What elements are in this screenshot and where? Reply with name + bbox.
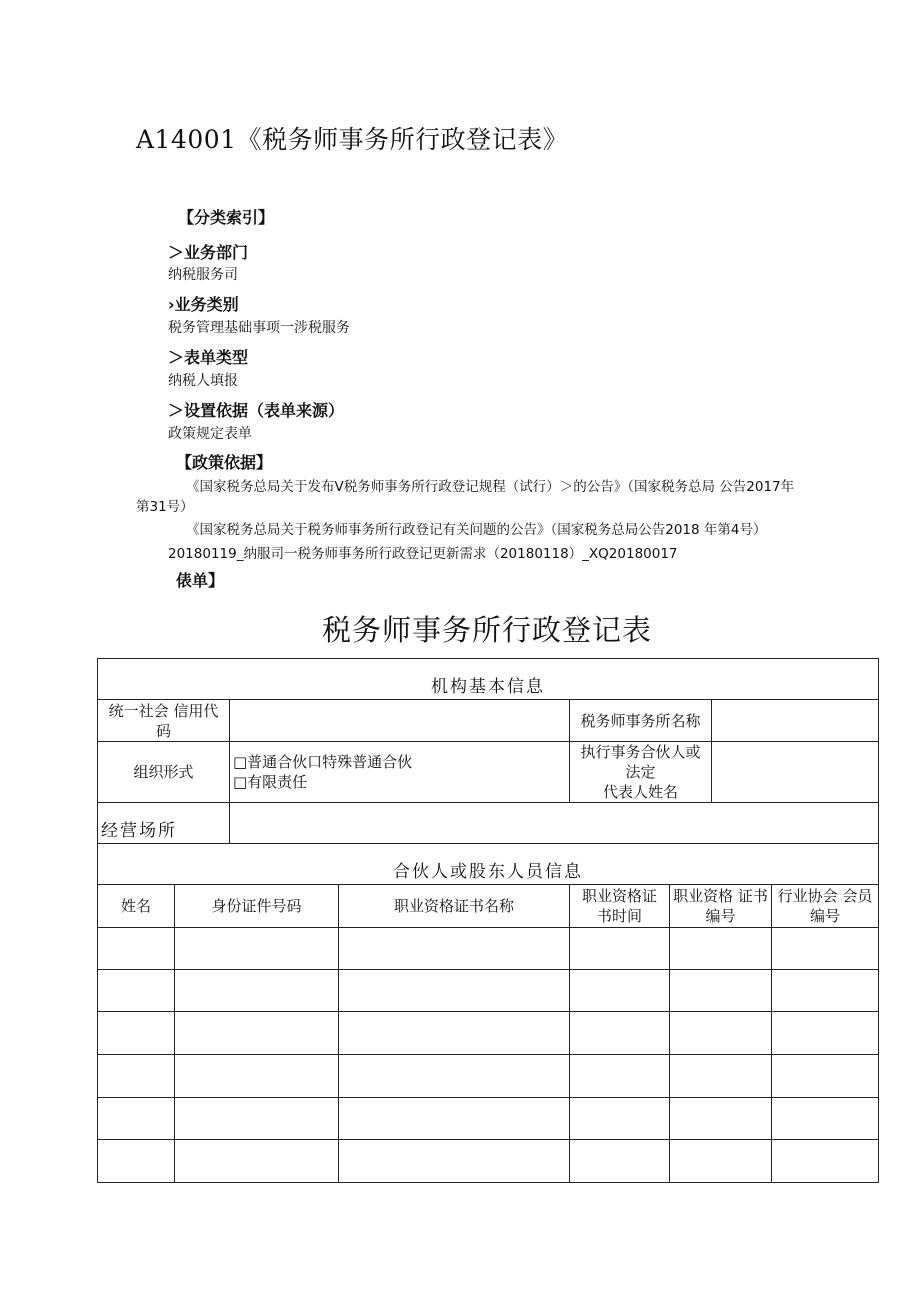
cell[interactable] xyxy=(670,1012,772,1055)
cell[interactable] xyxy=(339,1098,570,1140)
column-header-cert-number: 职业资格 证书 编号 xyxy=(670,885,772,928)
document-code-title: A14001《税务师事务所行政登记表》 xyxy=(136,125,569,154)
business-department-value: 纳税服务司 xyxy=(168,267,238,283)
cell[interactable] xyxy=(175,1140,339,1183)
business-category-value: 税务管理基础事项一涉税服务 xyxy=(168,320,350,336)
cell[interactable] xyxy=(339,1012,570,1055)
business-department-label: ＞业务部门 xyxy=(168,243,249,262)
premises-field[interactable] xyxy=(230,803,879,844)
policy-line: 第31号） xyxy=(136,499,194,515)
policy-line: 《国家税务总局关于税务师事务所行政登记有关问题的公告》（国家税务总局公告2018 年第4号） xyxy=(186,522,767,538)
section-partner-info: 合伙人或股东人员信息 xyxy=(98,844,879,885)
cell[interactable] xyxy=(98,1012,175,1055)
cell[interactable] xyxy=(772,1012,879,1055)
org-form-options[interactable] xyxy=(230,742,570,803)
partner-name-label: 执行事务合伙人或 法定 代表人姓名 xyxy=(570,742,712,803)
cell[interactable] xyxy=(570,970,670,1012)
cell[interactable] xyxy=(570,1098,670,1140)
cell[interactable] xyxy=(670,1140,772,1183)
cell[interactable] xyxy=(772,928,879,970)
cell[interactable] xyxy=(98,1055,175,1098)
form-type-label: ＞表单类型 xyxy=(168,348,249,367)
cell[interactable] xyxy=(670,928,772,970)
registration-table xyxy=(97,658,879,1183)
cell[interactable] xyxy=(98,1098,175,1140)
form-section-header: 俵单】 xyxy=(176,571,225,590)
column-header-id-number: 身份证件号码 xyxy=(175,885,339,928)
table-row xyxy=(98,928,879,970)
column-header-cert-name: 职业资格证书名称 xyxy=(339,885,570,928)
cell[interactable] xyxy=(175,1098,339,1140)
firm-name-field[interactable] xyxy=(712,700,879,742)
business-category-label: ›业务类别 xyxy=(168,295,239,314)
basis-label: ＞设置依据（表单来源） xyxy=(168,401,345,420)
table-row xyxy=(98,1012,879,1055)
table-row xyxy=(98,1055,879,1098)
cell[interactable] xyxy=(98,970,175,1012)
premises-label: 经营场所 xyxy=(98,803,230,844)
cell[interactable] xyxy=(98,928,175,970)
cell[interactable] xyxy=(670,970,772,1012)
cell[interactable] xyxy=(772,1055,879,1098)
cell[interactable] xyxy=(339,970,570,1012)
column-header-name: 姓名 xyxy=(98,885,175,928)
cell[interactable] xyxy=(339,1140,570,1183)
table-row xyxy=(98,1098,879,1140)
credit-code-label: 统一社会 信用代 码 xyxy=(98,700,230,742)
cell[interactable] xyxy=(175,1055,339,1098)
table-row xyxy=(98,1140,879,1183)
cell[interactable] xyxy=(175,970,339,1012)
org-option-limited-checkbox[interactable]: □有限责任 xyxy=(233,773,308,791)
section-basic-info: 机构基本信息 xyxy=(98,659,879,700)
cell[interactable] xyxy=(670,1098,772,1140)
policy-header: 【政策依据】 xyxy=(176,453,273,472)
cell[interactable] xyxy=(570,1140,670,1183)
partner-name-field[interactable] xyxy=(712,742,879,803)
cell[interactable] xyxy=(670,1055,772,1098)
basis-value: 政策规定表单 xyxy=(168,426,252,442)
policy-line: 《国家税务总局关于发布V税务师事务所行政登记规程（试行）＞的公告》（国家税务总局 公告2017年 xyxy=(186,479,795,495)
org-option-partnership-checkbox[interactable]: □普通合伙口特殊普通合伙 xyxy=(233,753,413,771)
form-title: 税务师事务所行政登记表 xyxy=(321,613,652,647)
cell[interactable] xyxy=(570,1012,670,1055)
classification-header: 【分类索引】 xyxy=(178,208,275,227)
cell[interactable] xyxy=(570,928,670,970)
table-row xyxy=(98,970,879,1012)
form-type-value: 纳税人填报 xyxy=(168,373,238,389)
cell[interactable] xyxy=(772,1098,879,1140)
column-header-member-number: 行业协会 会员 编号 xyxy=(772,885,879,928)
cell[interactable] xyxy=(339,928,570,970)
cell[interactable] xyxy=(772,1140,879,1183)
cell[interactable] xyxy=(570,1055,670,1098)
cell[interactable] xyxy=(339,1055,570,1098)
cell[interactable] xyxy=(98,1140,175,1183)
cell[interactable] xyxy=(772,970,879,1012)
cell[interactable] xyxy=(175,1012,339,1055)
firm-name-label: 税务师事务所名称 xyxy=(570,700,712,742)
column-header-cert-date: 职业资格证 书时间 xyxy=(570,885,670,928)
org-form-label: 组织形式 xyxy=(98,742,230,803)
cell[interactable] xyxy=(175,928,339,970)
credit-code-field[interactable] xyxy=(230,700,570,742)
policy-line: 20180119_纳服司一税务师事务所行政登记更新需求（20180118）_XQ20180017 xyxy=(168,546,678,562)
